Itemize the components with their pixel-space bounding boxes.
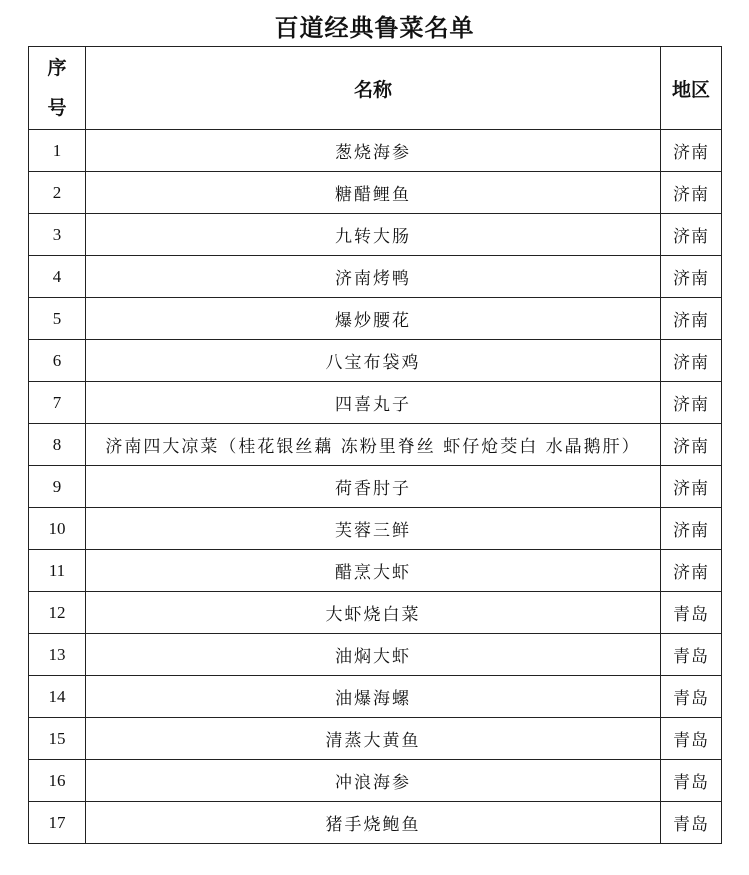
table-row bbox=[29, 466, 722, 508]
header-region: 地区 bbox=[661, 47, 722, 130]
row-index: 14 bbox=[29, 676, 86, 718]
dish-region: 济南 bbox=[661, 508, 722, 550]
row-index: 8 bbox=[29, 424, 86, 466]
dish-region: 青岛 bbox=[661, 802, 722, 844]
table-row bbox=[29, 760, 722, 802]
table-row bbox=[29, 214, 722, 256]
header-index bbox=[29, 47, 86, 130]
table-header-row bbox=[29, 47, 722, 130]
dish-region: 济南 bbox=[661, 172, 722, 214]
table-row bbox=[29, 172, 722, 214]
table-row bbox=[29, 130, 722, 172]
dish-name: 芙蓉三鲜 bbox=[86, 508, 661, 550]
table-row bbox=[29, 634, 722, 676]
dish-region: 济南 bbox=[661, 340, 722, 382]
dish-name: 清蒸大黄鱼 bbox=[86, 718, 661, 760]
table-row bbox=[29, 676, 722, 718]
dish-name: 猪手烧鲍鱼 bbox=[86, 802, 661, 844]
row-index: 4 bbox=[29, 256, 86, 298]
dish-name: 醋烹大虾 bbox=[86, 550, 661, 592]
dish-region: 青岛 bbox=[661, 676, 722, 718]
dish-region: 济南 bbox=[661, 130, 722, 172]
dish-name: 冲浪海参 bbox=[86, 760, 661, 802]
table-row bbox=[29, 718, 722, 760]
dish-region: 青岛 bbox=[661, 718, 722, 760]
dish-name: 油焖大虾 bbox=[86, 634, 661, 676]
dish-region: 济南 bbox=[661, 214, 722, 256]
dish-name: 糖醋鲤鱼 bbox=[86, 172, 661, 214]
table-row bbox=[29, 592, 722, 634]
dish-name: 爆炒腰花 bbox=[86, 298, 661, 340]
table-row bbox=[29, 256, 722, 298]
dish-region: 济南 bbox=[661, 466, 722, 508]
dish-region: 青岛 bbox=[661, 592, 722, 634]
dish-name: 九转大肠 bbox=[86, 214, 661, 256]
dish-region: 济南 bbox=[661, 256, 722, 298]
dish-name: 济南四大凉菜（桂花银丝藕 冻粉里脊丝 虾仔炝茭白 水晶鹅肝） bbox=[86, 424, 661, 466]
table-row bbox=[29, 382, 722, 424]
dish-name: 荷香肘子 bbox=[86, 466, 661, 508]
dish-region: 济南 bbox=[661, 382, 722, 424]
dish-table bbox=[28, 46, 722, 844]
dish-name: 油爆海螺 bbox=[86, 676, 661, 718]
row-index: 16 bbox=[29, 760, 86, 802]
dish-region: 青岛 bbox=[661, 634, 722, 676]
dish-region: 济南 bbox=[661, 298, 722, 340]
dish-name: 四喜丸子 bbox=[86, 382, 661, 424]
table-row bbox=[29, 508, 722, 550]
row-index: 15 bbox=[29, 718, 86, 760]
table-row bbox=[29, 298, 722, 340]
row-index: 17 bbox=[29, 802, 86, 844]
table-row bbox=[29, 340, 722, 382]
row-index: 13 bbox=[29, 634, 86, 676]
row-index: 10 bbox=[29, 508, 86, 550]
dish-name: 八宝布袋鸡 bbox=[86, 340, 661, 382]
table-body bbox=[29, 130, 722, 844]
row-index: 5 bbox=[29, 298, 86, 340]
table-row bbox=[29, 550, 722, 592]
page-title: 百道经典鲁菜名单 bbox=[274, 13, 475, 42]
dish-region: 济南 bbox=[661, 550, 722, 592]
header-index-line2: 号 bbox=[47, 97, 67, 119]
dish-name: 大虾烧白菜 bbox=[86, 592, 661, 634]
dish-name: 葱烧海参 bbox=[86, 130, 661, 172]
row-index: 3 bbox=[29, 214, 86, 256]
row-index: 9 bbox=[29, 466, 86, 508]
row-index: 1 bbox=[29, 130, 86, 172]
row-index: 2 bbox=[29, 172, 86, 214]
table-row bbox=[29, 424, 722, 466]
table-row bbox=[29, 802, 722, 844]
row-index: 6 bbox=[29, 340, 86, 382]
row-index: 11 bbox=[29, 550, 86, 592]
row-index: 12 bbox=[29, 592, 86, 634]
header-name: 名称 bbox=[86, 47, 661, 130]
dish-region: 青岛 bbox=[661, 760, 722, 802]
header-index-line1: 序 bbox=[47, 57, 67, 79]
dish-name: 济南烤鸭 bbox=[86, 256, 661, 298]
dish-region: 济南 bbox=[661, 424, 722, 466]
row-index: 7 bbox=[29, 382, 86, 424]
